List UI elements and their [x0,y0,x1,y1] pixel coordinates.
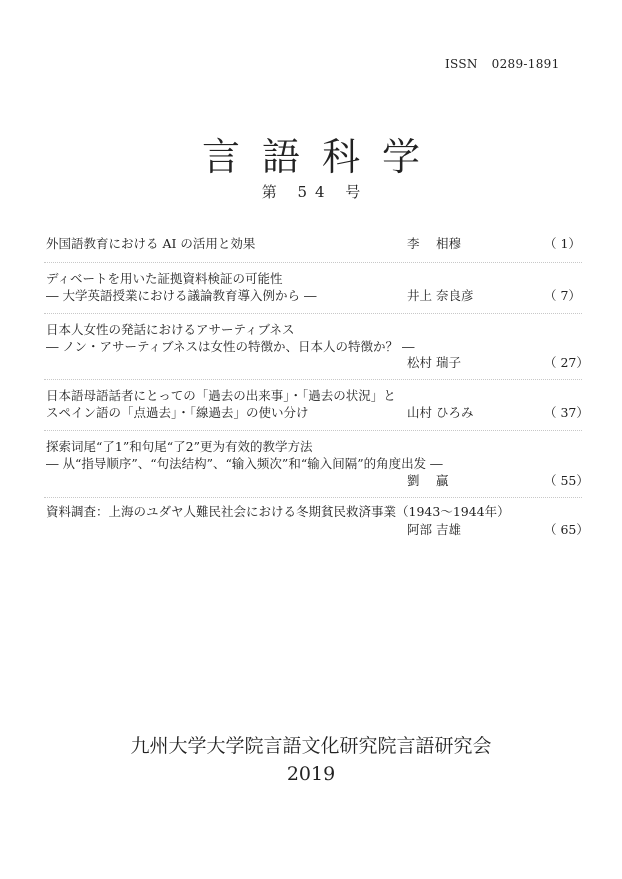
toc-entry-5-subtitle: ― 从“指导顺序”、“句法结构”、“输入频次”和“输入间隔”的角度出发 ― [46,456,443,471]
toc-entry-5-title: 探索词尾“了1”和句尾“了2”更为有效的教学方法 [46,439,313,454]
toc-divider [44,379,582,380]
toc-entry-5-page: （ 55） [544,473,589,488]
issn-number: 0289-1891 [491,57,560,71]
publisher: 九州大学大学院言語文化研究院言語研究会 [130,735,492,757]
toc-divider [44,262,582,263]
toc-divider [44,313,582,314]
toc-entry-1-page: （ 1） [544,236,581,251]
toc-entry-1-title: 外国語教育における AI の活用と効果 [46,236,256,251]
issn-label: ISSN [445,57,478,71]
toc-entry-4-page: （ 37） [544,405,589,420]
toc-entry-3-page: （ 27） [544,355,589,370]
toc-entry-2-page: （ 7） [544,288,581,303]
journal-title: 言語科学 [201,135,442,179]
issue-number: 第 54 号 [261,183,369,201]
toc-entry-4-title: 日本語母語話者にとっての「過去の出来事」・「過去の状況」と [46,388,396,403]
toc-entry-2-author: 井上 奈良彦 [407,288,474,303]
toc-entry-4-author: 山村 ひろみ [407,405,474,420]
toc-entry-2-subtitle: ― 大学英語授業における議論教育導入例から ― [46,288,317,303]
toc-entry-6-page: （ 65） [544,522,589,537]
toc-entry-6-title: 資料調査：上海のユダヤ人難民社会における冬期貧民救済事業（1943～1944年） [46,504,510,519]
toc-entry-2-title: ディベートを用いた証拠資料検証の可能性 [46,271,283,286]
toc-entry-1-author: 李 相穆 [407,236,461,251]
toc-divider [44,430,582,431]
toc-entry-6-author: 阿部 吉雄 [407,522,461,537]
publication-year: 2019 [286,763,336,785]
toc-entry-4-subtitle: スペイン語の「点過去」・「線過去」の使い分け [46,405,309,420]
toc-entry-5-author: 劉 贏 [407,473,449,488]
toc-entry-3-author: 松村 瑞子 [407,355,461,370]
toc-divider [44,497,582,498]
toc-entry-3-subtitle: ― ノン・アサーティブネスは女性の特徴か、日本人の特徴か？ ― [46,339,415,354]
toc-entry-3-title: 日本人女性の発話におけるアサーティブネス [46,322,295,337]
